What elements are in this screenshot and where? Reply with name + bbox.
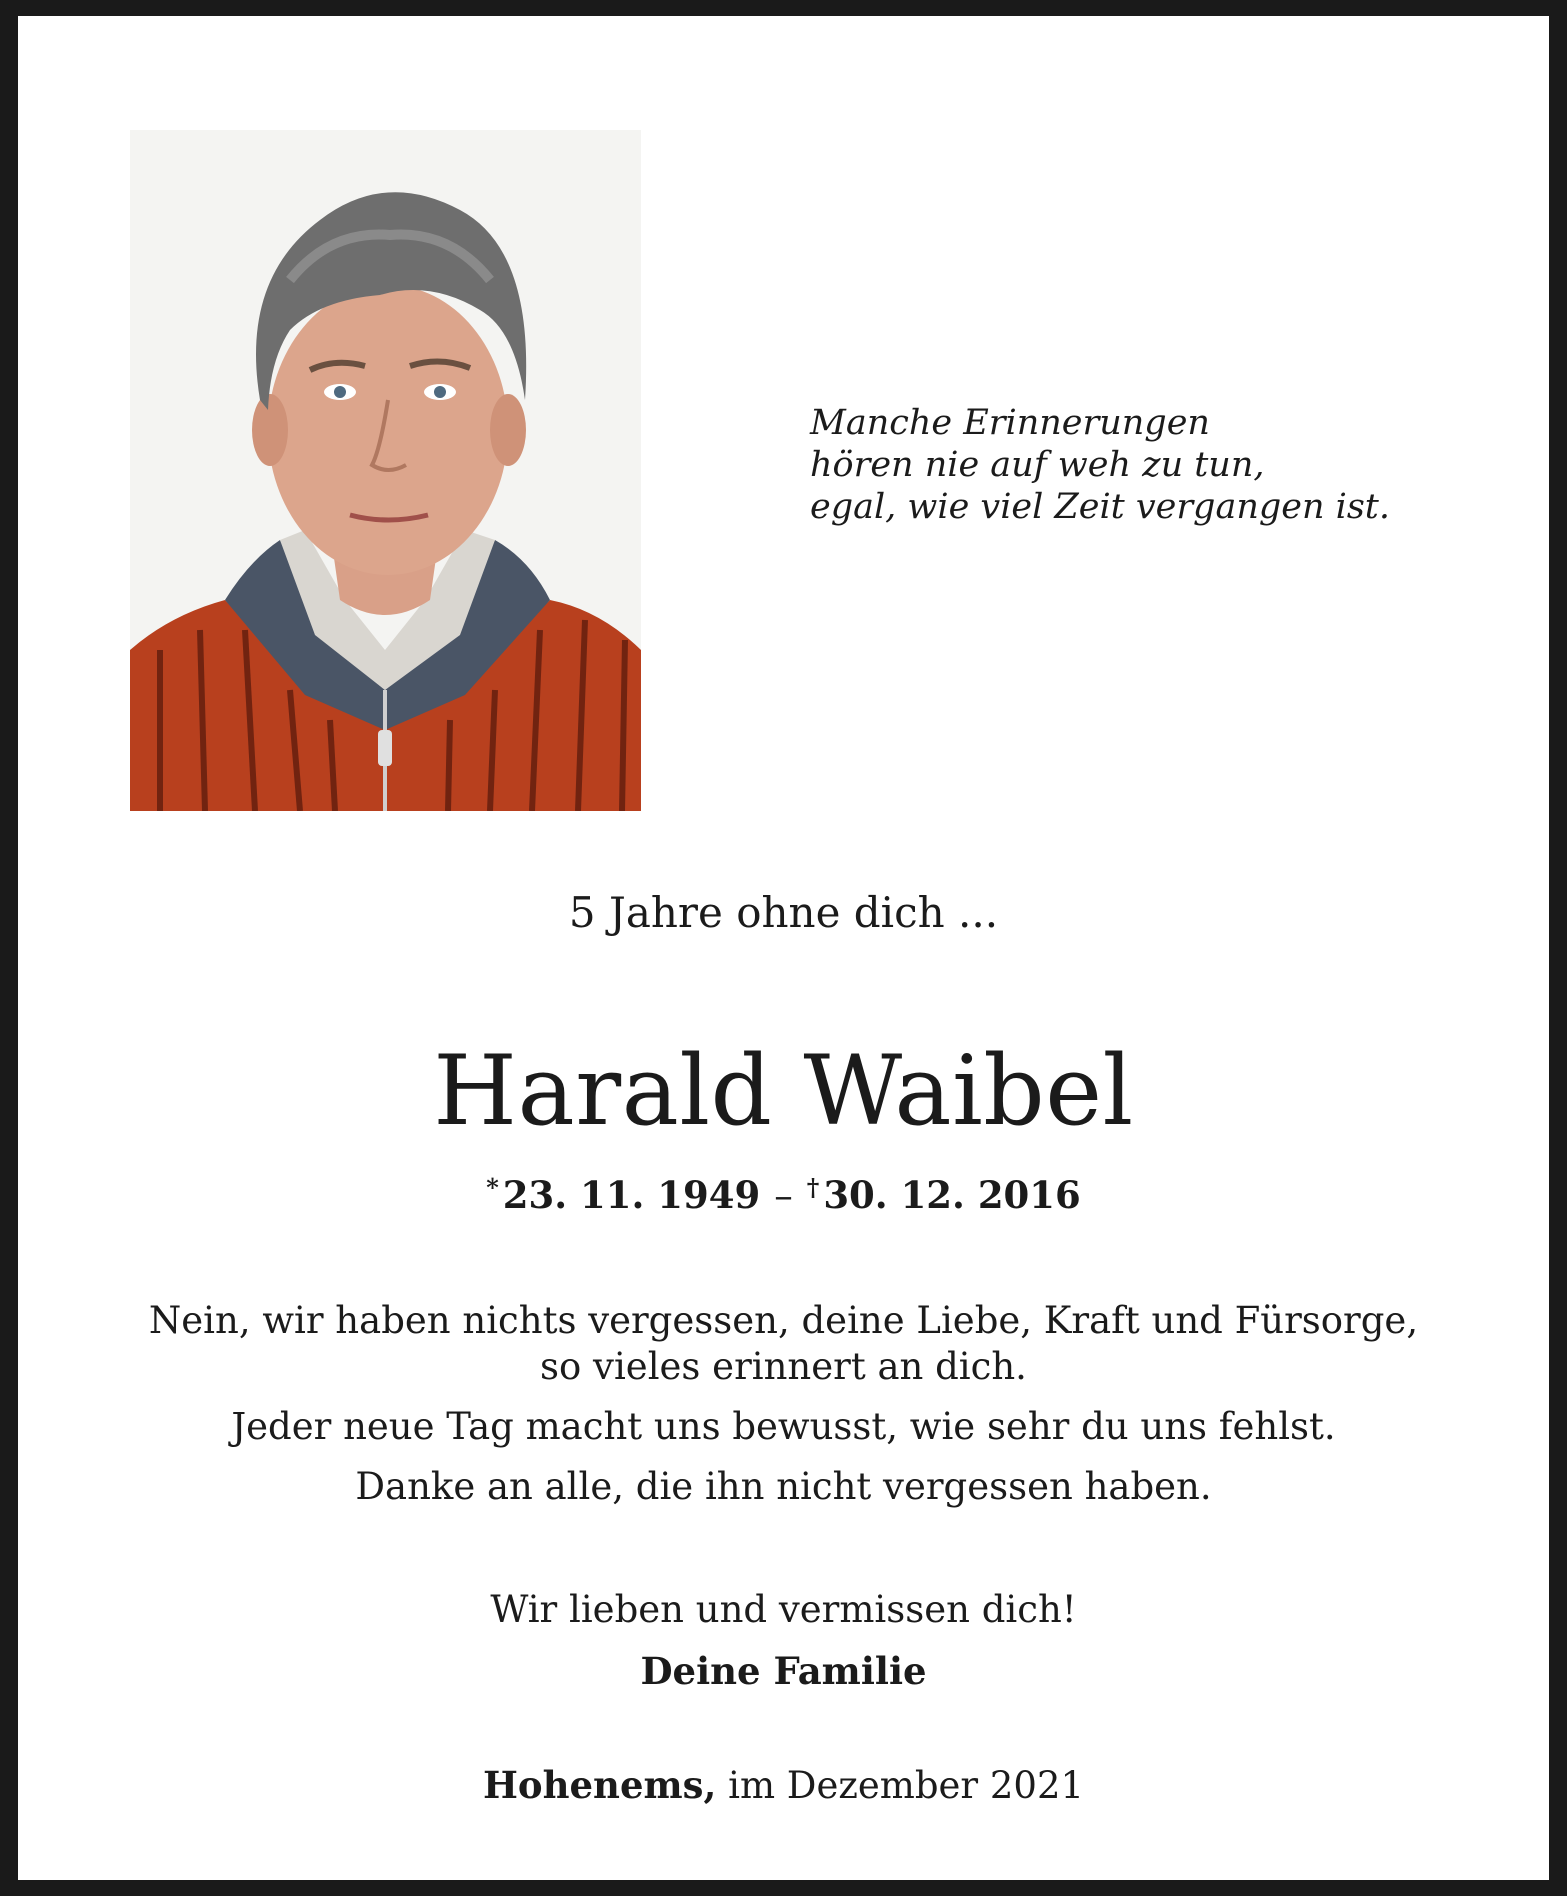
life-dates	[18, 1162, 1549, 1222]
message-line: Jeder neue Tag macht uns bewusst, wie sehr du uns fehlst.	[231, 1405, 1336, 1448]
death-date: 30. 12. 2016	[823, 1173, 1081, 1217]
deceased-name: Harald Waibel	[433, 1035, 1134, 1147]
quote-line: egal, wie viel Zeit vergangen ist.	[810, 487, 1390, 527]
birth-symbol: *	[486, 1173, 499, 1202]
closing-love: Wir lieben und vermissen dich!	[490, 1588, 1077, 1631]
date-separator: –	[774, 1174, 793, 1217]
birth-date: 23. 11. 1949	[502, 1173, 761, 1217]
death-symbol: †	[806, 1173, 820, 1202]
place-town: Hohenems,	[482, 1763, 717, 1807]
memorial-quote	[810, 402, 1390, 528]
quote-line: hören nie auf weh zu tun,	[810, 445, 1265, 485]
message-line: Danke an alle, die ihn nicht vergessen haben.	[355, 1465, 1212, 1508]
message-line: Nein, wir haben nichts vergessen, deine Liebe, Kraft und Fürsorge,	[148, 1299, 1419, 1342]
memorial-message	[18, 1298, 1549, 1510]
message-line: so vieles erinnert an dich.	[540, 1345, 1027, 1388]
portrait-illustration	[130, 130, 641, 811]
closing-family: Deine Familie	[640, 1649, 927, 1693]
place-date	[18, 1760, 1549, 1811]
quote-line: Manche Erinnerungen	[810, 403, 1210, 443]
place-month: im Dezember 2021	[716, 1764, 1085, 1807]
portrait-photo	[130, 130, 641, 811]
anniversary-subtitle: 5 Jahre ohne dich ...	[568, 888, 999, 937]
